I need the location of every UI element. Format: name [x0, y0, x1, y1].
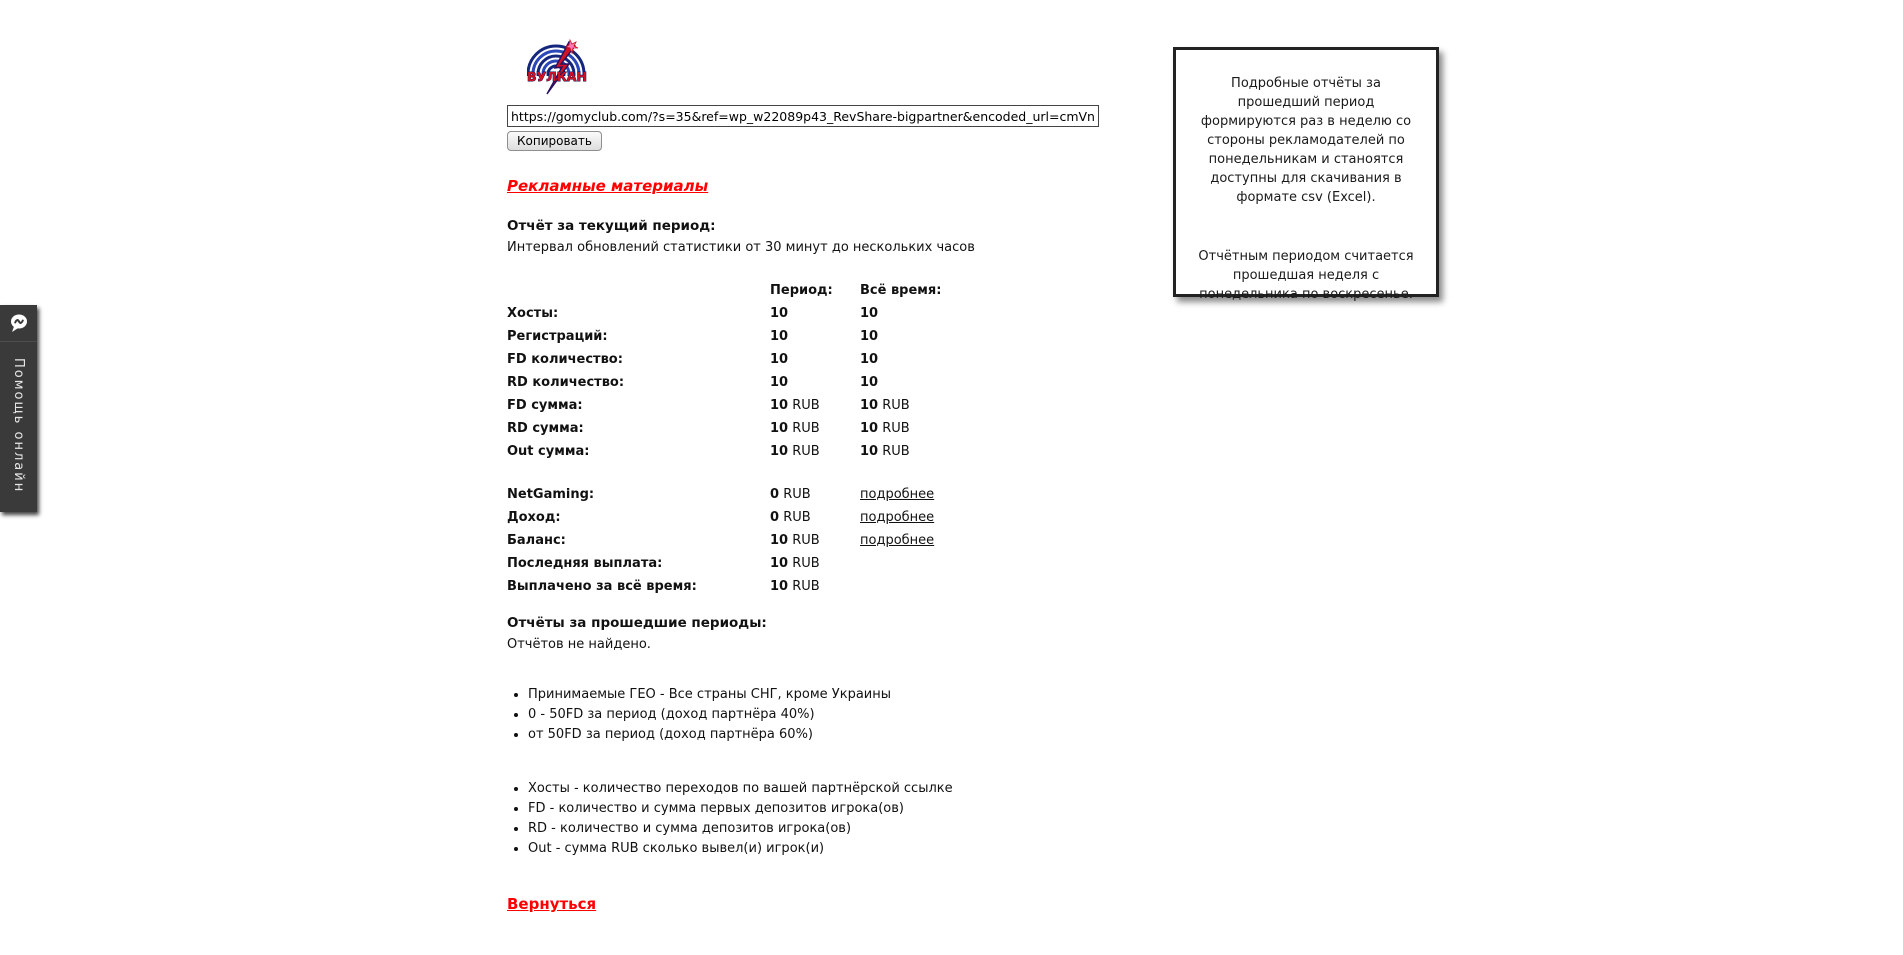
column-period: Период:	[770, 283, 833, 298]
table-row	[507, 506, 980, 529]
period-value: 10	[770, 329, 789, 344]
table-row	[507, 325, 980, 348]
past-reports-title: Отчёты за прошедшие периоды:	[507, 615, 767, 631]
row-label: Хосты:	[507, 306, 559, 321]
row-label: Выплачено за всё время:	[507, 579, 697, 594]
row-label: Последняя выплата:	[507, 556, 663, 571]
logo-text: ВУЛКАН	[527, 69, 587, 84]
table-row	[507, 371, 980, 394]
period-value: 10	[770, 444, 789, 459]
summary-table	[507, 483, 980, 598]
all-time-unit: RUB	[882, 421, 910, 436]
all-time-value: 10	[860, 398, 879, 413]
table-row	[507, 348, 980, 371]
list-item: • от 50FD за период (доход партнёра 60%)	[528, 725, 1167, 745]
table-row	[507, 302, 980, 325]
info-box-paragraph-2: Отчётным периодом считается прошедшая неделя с понедельника по воскресенье.	[1198, 249, 1414, 302]
glossary-list	[507, 779, 1167, 859]
main-content	[507, 34, 1167, 913]
period-unit: RUB	[792, 444, 820, 459]
details-link[interactable]: подробнее	[860, 510, 935, 525]
row-label: FD сумма:	[507, 398, 583, 413]
row-label: Баланс:	[507, 533, 566, 548]
summary-value: 10	[770, 533, 789, 548]
all-time-unit: RUB	[882, 444, 910, 459]
column-all-time: Всё время:	[860, 283, 942, 298]
summary-unit: RUB	[783, 510, 811, 525]
promo-materials-link[interactable]: Рекламные материалы	[507, 177, 709, 195]
info-box-paragraph-1: Подробные отчёты за прошедший период формируются раз в неделю со стороны рекламодателей по понедельникам и станоятся доступны для скачивания в формате csv (Excel).	[1200, 76, 1412, 205]
row-label: Out сумма:	[507, 444, 590, 459]
summary-unit: RUB	[792, 556, 820, 571]
all-time-value: 10	[860, 421, 879, 436]
help-online-label: Помощь онлайн	[11, 358, 26, 494]
stats-header-row	[507, 279, 980, 302]
details-link[interactable]: подробнее	[860, 533, 935, 548]
info-box	[1173, 47, 1439, 302]
chat-bubble-icon	[0, 305, 37, 342]
table-row	[507, 394, 980, 417]
summary-value: 0	[770, 510, 780, 525]
all-time-unit: RUB	[882, 398, 910, 413]
list-item: • FD - количество и сумма первых депозитов игрока(ов)	[528, 799, 1167, 819]
list-item: • 0 - 50FD за период (доход партнёра 40%)	[528, 705, 1167, 725]
terms-list	[507, 685, 1167, 745]
summary-unit: RUB	[783, 487, 811, 502]
current-report-title: Отчёт за текущий период:	[507, 218, 716, 234]
row-label: Доход:	[507, 510, 561, 525]
period-unit: RUB	[792, 421, 820, 436]
summary-value: 10	[770, 579, 789, 594]
summary-value: 10	[770, 556, 789, 571]
referral-url-input[interactable]	[507, 105, 1099, 127]
copy-button[interactable]: Копировать	[507, 131, 602, 151]
all-time-value: 10	[860, 329, 879, 344]
table-row	[507, 575, 980, 598]
period-unit: RUB	[792, 398, 820, 413]
vulkan-logo	[525, 34, 589, 98]
row-label: RD количество:	[507, 375, 625, 390]
list-item: • Out - сумма RUB сколько вывел(и) игрок(и)	[528, 839, 1167, 859]
all-time-value: 10	[860, 352, 879, 367]
list-item: • RD - количество и сумма депозитов игрока(ов)	[528, 819, 1167, 839]
row-label: Регистраций:	[507, 329, 608, 344]
table-row	[507, 440, 980, 463]
table-row	[507, 529, 980, 552]
help-online-widget[interactable]	[0, 305, 37, 512]
summary-unit: RUB	[792, 533, 820, 548]
past-reports-empty: Отчётов не найдено.	[507, 637, 651, 652]
list-item: • Хосты - количество переходов по вашей партнёрской ссылке	[528, 779, 1167, 799]
table-row	[507, 417, 980, 440]
stats-table	[507, 279, 980, 463]
details-link[interactable]: подробнее	[860, 487, 935, 502]
all-time-value: 10	[860, 444, 879, 459]
table-row	[507, 552, 980, 575]
row-label: FD количество:	[507, 352, 623, 367]
all-time-value: 10	[860, 375, 879, 390]
period-value: 10	[770, 352, 789, 367]
update-interval-note: Интервал обновлений статистики от 30 минут до нескольких часов	[507, 240, 975, 255]
summary-value: 0	[770, 487, 780, 502]
back-link[interactable]: Вернуться	[507, 895, 597, 913]
row-label: RD сумма:	[507, 421, 584, 436]
table-row	[507, 483, 980, 506]
period-value: 10	[770, 375, 789, 390]
period-value: 10	[770, 398, 789, 413]
period-value: 10	[770, 306, 789, 321]
help-label-wrap	[0, 342, 37, 510]
list-item: • Принимаемые ГЕО - Все страны СНГ, кроме Украины	[528, 685, 1167, 705]
summary-unit: RUB	[792, 579, 820, 594]
period-value: 10	[770, 421, 789, 436]
row-label: NetGaming:	[507, 487, 595, 502]
all-time-value: 10	[860, 306, 879, 321]
